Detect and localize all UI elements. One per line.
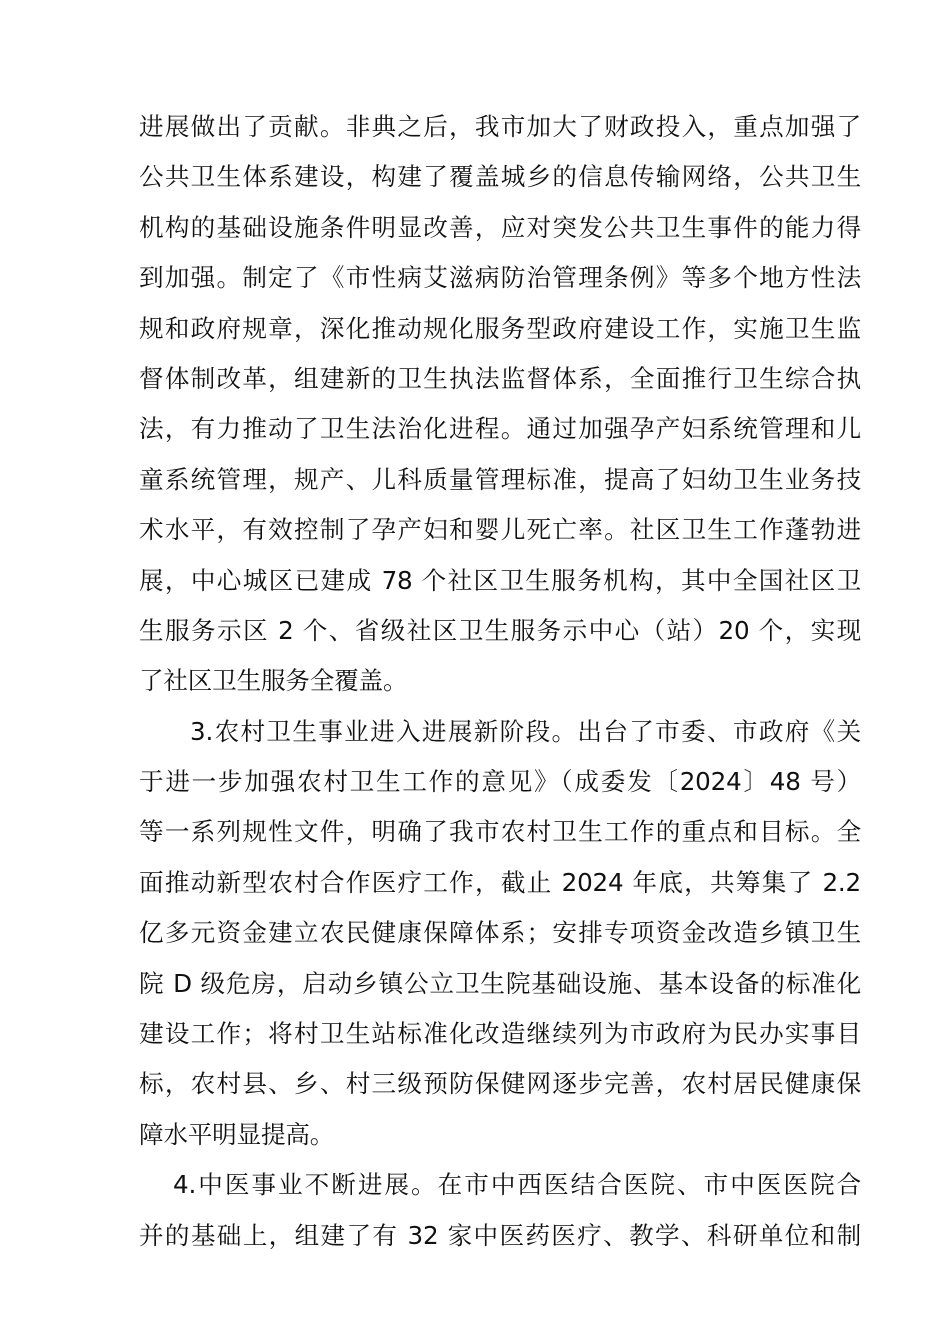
text-line: 法，有力推动了卫生法治化进程。通过加强孕产妇系统管理和儿: [139, 414, 861, 444]
text-line: 进展做出了贡献。非典之后，我市加大了财政投入，重点加强了: [139, 112, 861, 141]
text-line: 等一系列规性文件，明确了我市农村卫生工作的重点和目标。全: [139, 817, 861, 847]
text-line: 术水平，有效控制了孕产妇和婴儿死亡率。社区卫生工作蓬勃进: [139, 515, 861, 545]
body-text: [139, 102, 861, 1261]
text-line: 展，中心城区已建成 78 个社区卫生服务机构，其中全国社区卫: [139, 565, 861, 595]
text-line: 童系统管理，规产、儿科质量管理标准，提高了妇幼卫生业务技: [139, 464, 861, 494]
text-line: 标，农村县、乡、村三级预防保健网逐步完善，农村居民健康保: [139, 1069, 861, 1099]
text-line: 亿多元资金建立农民健康保障体系；安排专项资金改造乡镇卫生: [139, 918, 861, 948]
text-line: 生服务示区 2 个、省级社区卫生服务示中心（站）20 个，实现: [139, 615, 861, 645]
text-line: 了社区卫生服务全覆盖。: [139, 666, 408, 696]
text-line: 院 D 级危房，启动乡镇公立卫生院基础设施、基本设备的标准化: [139, 968, 861, 998]
text-line: 督体制改革，组建新的卫生执法监督体系，全面推行卫生综合执: [139, 363, 861, 393]
text-line: 建设工作；将村卫生站标准化改造继续列为市政府为民办实事目: [139, 1019, 861, 1049]
text-line: 面推动新型农村合作医疗工作，截止 2024 年底，共筹集了 2.2: [139, 867, 861, 897]
text-line: 并的基础上，组建了有 32 家中医药医疗、教学、科研单位和制: [139, 1220, 861, 1250]
text-line: 于进一步加强农村卫生工作的意见》（成委发〔2024〕48 号）: [139, 767, 861, 797]
paragraph-4-heading-line: 4.中医事业不断进展。在市中西医结合医院、市中医医院合: [173, 1170, 861, 1200]
paragraph-3-heading-line: 3.农村卫生事业进入进展新阶段。出台了市委、市政府《关: [190, 716, 861, 746]
text-line: 到加强。制定了《市性病艾滋病防治管理条例》等多个地方性法: [139, 263, 861, 293]
text-line: 公共卫生体系建设，构建了覆盖城乡的信息传输网络，公共卫生: [139, 162, 861, 192]
text-line: 规和政府规章，深化推动规化服务型政府建设工作，实施卫生监: [139, 313, 861, 343]
text-line: 机构的基础设施条件明显改善，应对突发公共卫生事件的能力得: [139, 212, 861, 242]
text-line: 障水平明显提高。: [139, 1119, 335, 1149]
